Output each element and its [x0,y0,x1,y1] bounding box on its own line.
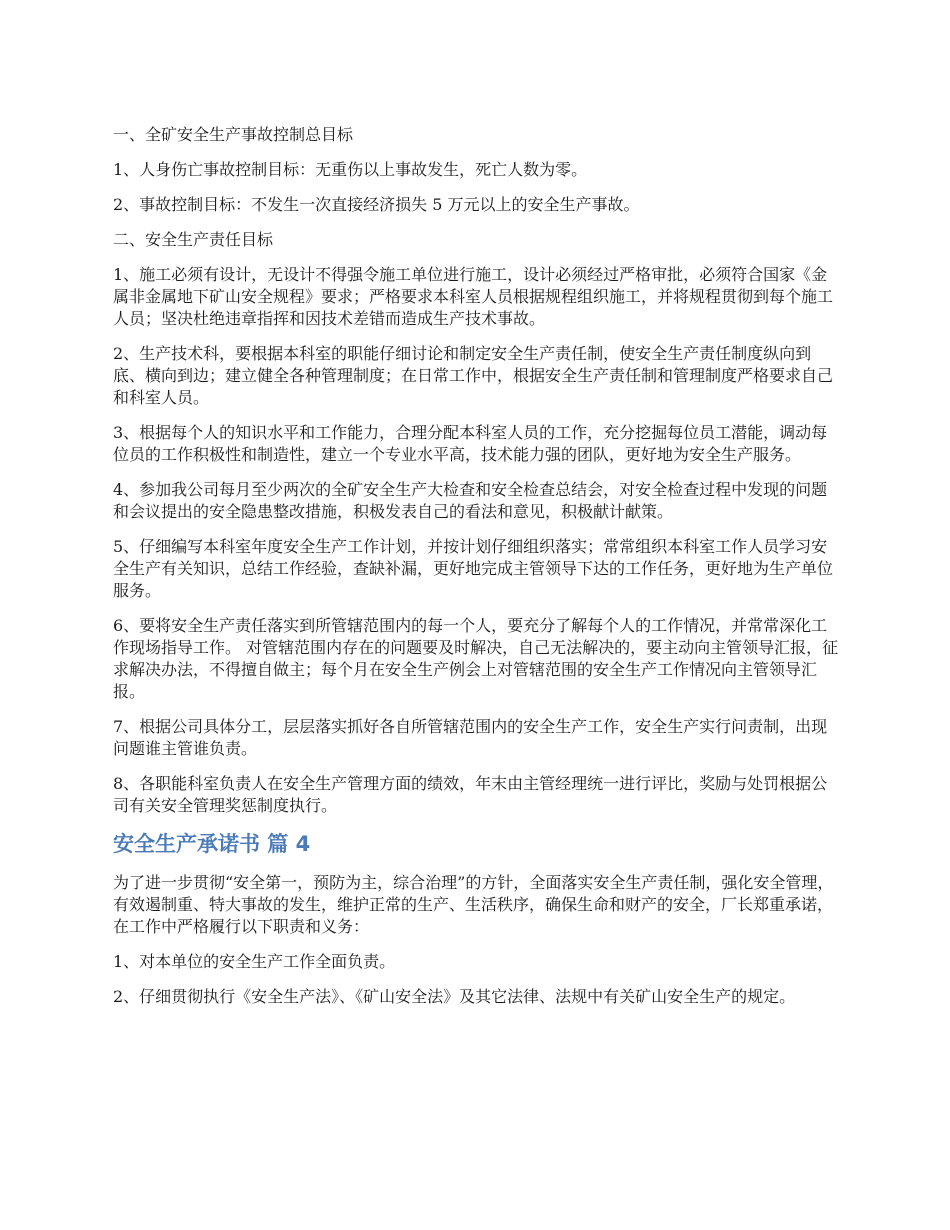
paragraph: 1、施工必须有设计，无设计不得强令施工单位进行施工，设计必须经过严格审批，必须符合国家《金属非金属地下矿山安全规程》要求；严格要求本科室人员根据规程组织施工，并将规程贯彻到每个施工人员；坚决杜绝违章指挥和因技术差错而造成生产技术事故。 [113,265,834,328]
paragraph: 7、根据公司具体分工，层层落实抓好各自所管辖范围内的安全生产工作，安全生产实行问责制，出现问题谁主管谁负责。 [113,717,828,758]
section-title: 安全生产承诺书 篇 4 [113,832,311,856]
paragraph: 1、对本单位的安全生产工作全面负责。 [113,952,396,971]
paragraph: 为了进一步贯彻“安全第一，预防为主，综合治理”的方针，全面落实安全生产责任制，强化安全管理，有效遏制重、特大事故的发生，维护正常的生产、生活秩序，确保生命和财产的安全，厂长郑重承诺，在工作中严格履行以下职责和义务： [113,873,834,936]
paragraph: 3、根据每个人的知识水平和工作能力，合理分配本科室人员的工作，充分挖掘每位员工潜能，调动每位员的工作积极性和制造性，建立一个专业水平高，技术能力强的团队，更好地为安全生产服务。 [113,423,828,464]
section-heading-1: 一、全矿安全生产事故控制总目标 [113,125,354,144]
paragraph: 2、事故控制目标：不发生一次直接经济损失 5 万元以上的安全生产事故。 [113,195,640,214]
section-heading-2: 二、安全生产责任目标 [113,230,274,249]
paragraph: 2、仔细贯彻执行《安全生产法》、《矿山安全法》及其它法律、法规中有关矿山安全生产的规定。 [113,987,796,1006]
paragraph: 1、人身伤亡事故控制目标：无重伤以上事故发生，死亡人数为零。 [113,160,588,179]
paragraph: 2、生产技术科，要根据本科室的职能仔细讨论和制定安全生产责任制，使安全生产责任制度纵向到底、横向到边；建立健全各种管理制度；在日常工作中，根据安全生产责任制和管理制度严格要求自己和科室人员。 [113,344,834,407]
paragraph: 8、各职能科室负责人在安全生产管理方面的绩效，年末由主管经理统一进行评比，奖励与处罚根据公司有关安全管理奖惩制度执行。 [113,774,828,815]
paragraph: 4、参加我公司每月至少两次的全矿安全生产大检查和安全检查总结会，对安全检查过程中发现的问题和会议提出的安全隐患整改措施，积极发表自己的看法和意见，积极献计献策。 [113,480,828,521]
paragraph: 6、要将安全生产责任落实到所管辖范围内的每一个人，要充分了解每个人的工作情况，并常常深化工作现场指导工作。 对管辖范围内存在的问题要及时解决，自己无法解决的，要主动向主管领导汇报，征求解决办法，不得擅自做主；每个月在安全生产例会上对管辖范围的安全生产工作情况向主管领导汇报。 [113,616,839,701]
document-page [113,124,840,1021]
paragraph: 5、仔细编写本科室年度安全生产工作计划，并按计划仔细组织落实；常常组织本科室工作人员学习安全生产有关知识，总结工作经验，查缺补漏，更好地完成主管领导下达的工作任务，更好地为生产单位服务。 [113,537,834,600]
